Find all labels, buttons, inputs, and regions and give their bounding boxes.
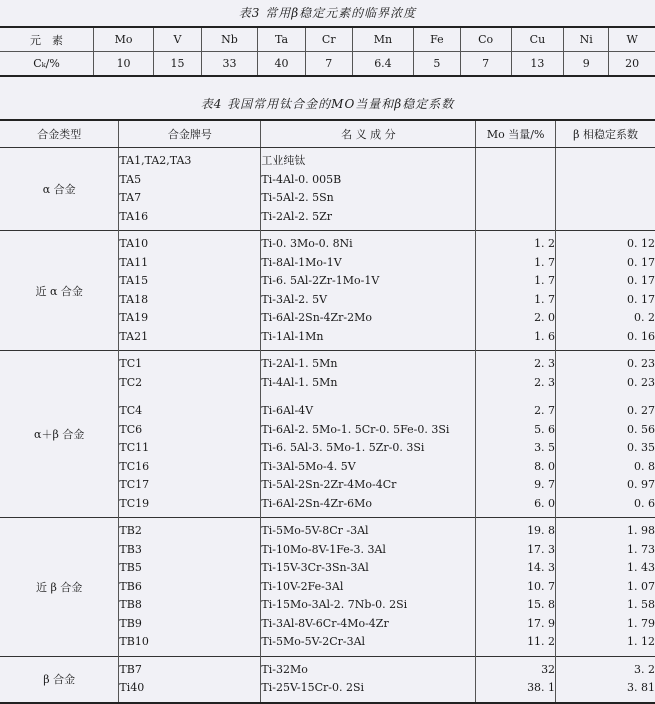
alloy-group-row — [0, 148, 655, 231]
alloy-grade: TB10 — [119, 635, 149, 648]
element-symbol-6: Fe — [414, 27, 460, 52]
mo-equivalent: 1. 6 — [534, 329, 556, 343]
alloy-grade-cell — [119, 518, 261, 657]
alloy-composition: Ti-8Al-1Mo-1V — [261, 255, 342, 269]
beta-coefficient: 1. 73 — [627, 542, 655, 556]
alloy-grade-cell — [119, 656, 261, 703]
alloy-composition-cell — [261, 656, 476, 703]
mo-equivalent: 1. 7 — [534, 292, 556, 306]
beta-coefficient-cell — [556, 231, 655, 351]
col-header-alloy-type: 合金类型 — [0, 120, 119, 148]
beta-coefficient: 1. 43 — [627, 561, 655, 574]
alloy-composition: Ti-2Al-1. 5Mn — [261, 357, 338, 370]
mo-equivalent — [476, 189, 555, 208]
alloy-group-row — [0, 231, 655, 351]
mo-equivalent: 17. 9 — [527, 616, 556, 630]
alloy-grade-cell — [119, 231, 261, 351]
alloy-grade: TB3 — [119, 542, 142, 556]
mo-equivalent: 5. 6 — [534, 422, 556, 436]
element-symbol-2: Nb — [201, 27, 257, 52]
mo-equivalent: 6. 0 — [534, 496, 556, 510]
element-symbol-4: Cr — [305, 27, 352, 52]
alloy-type: 近 β 合金 — [36, 580, 83, 594]
mo-equivalent: 19. 8 — [527, 524, 556, 537]
mo-equivalent — [476, 208, 555, 227]
mo-equivalent: 15. 8 — [527, 598, 556, 611]
critical-value-1: 15 — [154, 52, 202, 77]
mo-equivalent-cell — [476, 231, 556, 351]
beta-coefficient: 0. 6 — [634, 496, 655, 510]
beta-coefficient: 1. 98 — [627, 524, 655, 537]
beta-coefficient: 0. 17 — [627, 255, 655, 269]
alloy-composition: Ti-25V-15Cr-0. 2Si — [261, 681, 365, 694]
alloy-composition: Ti-4Al-0. 005B — [261, 172, 342, 186]
element-symbol-10: W — [609, 27, 655, 52]
mo-equivalent — [476, 171, 555, 190]
beta-coefficient: 0. 23 — [627, 357, 655, 370]
beta-coefficient: 1. 58 — [627, 598, 655, 611]
alloy-composition-cell — [261, 351, 476, 518]
alloy-composition: Ti-5Mo-5V-2Cr-3Al — [261, 635, 366, 648]
alloy-grade: TA21 — [119, 329, 149, 343]
table4-header-row — [0, 120, 655, 148]
critical-value-9: 9 — [564, 52, 609, 77]
alloy-grade-cell — [119, 148, 261, 231]
alloy-type: β 合金 — [43, 673, 76, 686]
alloy-grade: TB8 — [119, 598, 142, 611]
mo-equivalent: 2. 3 — [534, 375, 556, 389]
beta-coefficient-cell — [556, 351, 655, 518]
element-symbol-8: Cu — [511, 27, 564, 52]
alloy-group-row — [0, 656, 655, 703]
element-symbol-9: Ni — [564, 27, 609, 52]
titanium-alloy-table — [0, 119, 655, 704]
table3-caption: 表3 常用β稳定元素的临界浓度 — [238, 6, 417, 20]
beta-coefficient-cell — [556, 518, 655, 657]
mo-equivalent: 9. 7 — [534, 478, 556, 491]
alloy-grade: TC2 — [119, 375, 143, 389]
alloy-composition: Ti-5Al-2. 5Sn — [261, 191, 334, 204]
alloy-grade: TA15 — [119, 274, 149, 287]
alloy-composition: Ti-3Al-5Mo-4. 5V — [261, 459, 356, 473]
mo-equivalent: 1. 7 — [534, 274, 556, 287]
beta-coefficient: 3. 81 — [627, 681, 655, 694]
critical-value-7: 7 — [460, 52, 511, 77]
alloy-grade: TC4 — [119, 404, 143, 417]
alloy-composition: Ti-3Al-8V-6Cr-4Mo-4Zr — [261, 616, 389, 630]
alloy-grade: TA11 — [119, 255, 149, 269]
beta-coefficient: 0. 12 — [627, 237, 655, 250]
element-symbol-7: Co — [460, 27, 511, 52]
critical-value-0: 10 — [94, 52, 154, 77]
beta-coefficient: 3. 2 — [634, 662, 655, 676]
beta-coefficient: 0. 8 — [634, 459, 655, 473]
beta-coefficient: 0. 16 — [627, 329, 655, 343]
beta-coefficient: 1. 79 — [627, 616, 655, 630]
alloy-grade: TA19 — [119, 311, 149, 324]
mo-equivalent-cell — [476, 351, 556, 518]
alloy-grade: TB6 — [119, 579, 142, 593]
mo-equivalent — [476, 152, 555, 171]
mo-equivalent: 8. 0 — [534, 459, 556, 473]
beta-coefficient — [556, 171, 655, 190]
alloy-composition: Ti-0. 3Mo-0. 8Ni — [261, 237, 353, 250]
alloy-grade: TB7 — [119, 662, 142, 676]
alloy-grade-cell — [119, 351, 261, 518]
alloy-grade: TA18 — [119, 292, 149, 306]
mo-equivalent: 2. 7 — [534, 404, 556, 417]
alloy-composition-cell — [261, 231, 476, 351]
alloy-grade: TB2 — [119, 524, 142, 537]
alloy-group-row — [0, 518, 655, 657]
alloy-grade: TC1 — [119, 357, 143, 370]
mo-equivalent-cell — [476, 656, 556, 703]
alloy-composition: Ti-2Al-2. 5Zr — [261, 209, 333, 223]
alloy-grade: TA7 — [119, 191, 142, 204]
alloy-composition: Ti-6Al-2Sn-4Zr-2Mo — [261, 311, 372, 324]
alloy-grade: TB5 — [119, 561, 142, 574]
table3-value-row — [0, 52, 655, 77]
alloy-composition-cell — [261, 518, 476, 657]
beta-coefficient — [556, 208, 655, 227]
alloy-composition: Ti-4Al-1. 5Mn — [261, 375, 338, 389]
table3-element-row — [0, 27, 655, 52]
beta-coefficient-cell — [556, 148, 655, 231]
alloy-type: 近 α 合金 — [35, 284, 83, 298]
alloy-grade: TC17 — [119, 478, 150, 491]
alloy-composition: Ti-32Mo — [261, 662, 308, 676]
col-header-alloy-grade: 合金牌号 — [119, 120, 261, 148]
col-header-beta-coefficient: β 相稳定系数 — [556, 120, 655, 148]
alloy-composition: Ti-6Al-2Sn-4Zr-6Mo — [261, 496, 372, 510]
alloy-grade: TC6 — [119, 422, 143, 436]
beta-coefficient: 0. 27 — [627, 404, 655, 417]
element-symbol-0: Mo — [94, 27, 154, 52]
alloy-composition: Ti-6. 5Al-2Zr-1Mo-1V — [261, 274, 380, 287]
alloy-grade: TB9 — [119, 616, 142, 630]
alloy-grade: Ti40 — [119, 681, 145, 694]
mo-equivalent: 14. 3 — [527, 561, 556, 574]
beta-coefficient-cell — [556, 656, 655, 703]
col-header-composition: 名 义 成 分 — [261, 120, 476, 148]
table4-caption: 表4 我国常用钛合金的MO当量和β稳定系数 — [200, 97, 455, 111]
element-symbol-1: V — [154, 27, 202, 52]
alloy-composition: Ti-6Al-4V — [261, 404, 314, 417]
alloy-type: α 合金 — [42, 183, 76, 196]
critical-value-4: 7 — [305, 52, 352, 77]
mo-equivalent: 3. 5 — [534, 441, 556, 454]
alloy-grade: TC11 — [119, 441, 150, 454]
beta-coefficient: 1. 12 — [627, 635, 655, 648]
alloy-composition: Ti-10V-2Fe-3Al — [261, 579, 344, 593]
beta-coefficient — [556, 152, 655, 171]
alloy-grade: TA10 — [119, 237, 149, 250]
mo-equivalent-cell — [476, 148, 556, 231]
critical-value-3: 40 — [258, 52, 306, 77]
alloy-composition: Ti-3Al-2. 5V — [261, 292, 328, 306]
beta-coefficient: 0. 56 — [627, 422, 655, 436]
alloy-composition: Ti-5Al-2Sn-2Zr-4Mo-4Cr — [261, 478, 397, 491]
critical-value-8: 13 — [511, 52, 564, 77]
mo-equivalent: 1. 7 — [534, 255, 556, 269]
mo-equivalent: 1. 2 — [534, 237, 556, 250]
critical-value-10: 20 — [609, 52, 655, 77]
table3-header-label: 元 素 — [0, 27, 94, 52]
mo-equivalent: 17. 3 — [527, 542, 556, 556]
critical-concentration-table — [0, 26, 655, 77]
mo-equivalent: 32 — [541, 662, 556, 676]
alloy-composition: Ti-10Mo-8V-1Fe-3. 3Al — [261, 542, 386, 556]
beta-coefficient: 1. 07 — [627, 579, 655, 593]
mo-equivalent: 2. 3 — [534, 357, 556, 370]
beta-coefficient: 0. 35 — [627, 441, 655, 454]
alloy-grade: TC16 — [119, 459, 150, 473]
beta-coefficient: 0. 2 — [634, 311, 655, 324]
col-header-mo-equivalent: Mo 当量/% — [476, 120, 556, 148]
alloy-composition: 工业纯钛 — [261, 154, 306, 167]
alloy-composition: Ti-6. 5Al-3. 5Mo-1. 5Zr-0. 3Si — [261, 441, 425, 454]
mo-equivalent-cell — [476, 518, 556, 657]
beta-coefficient: 0. 97 — [627, 478, 655, 491]
alloy-grade: TC19 — [119, 496, 150, 510]
alloy-composition: Ti-6Al-2. 5Mo-1. 5Cr-0. 5Fe-0. 3Si — [261, 422, 450, 436]
beta-coefficient: 0. 23 — [627, 375, 655, 389]
element-symbol-3: Ta — [258, 27, 306, 52]
alloy-composition: Ti-5Mo-5V-8Cr -3Al — [261, 524, 369, 537]
critical-value-5: 6.4 — [352, 52, 414, 77]
mo-equivalent: 10. 7 — [527, 579, 556, 593]
alloy-group-row — [0, 351, 655, 518]
mo-equivalent: 2. 0 — [534, 311, 556, 324]
critical-value-2: 33 — [201, 52, 257, 77]
alloy-composition: Ti-15Mo-3Al-2. 7Nb-0. 2Si — [261, 598, 408, 611]
mo-equivalent: 11. 2 — [527, 635, 556, 648]
alloy-grade: TA5 — [119, 172, 142, 186]
alloy-type: α＋β 合金 — [34, 428, 85, 441]
table3-value-label: Cₖ/% — [33, 57, 60, 70]
alloy-composition: Ti-15V-3Cr-3Sn-3Al — [261, 561, 369, 574]
critical-value-6: 5 — [414, 52, 460, 77]
element-symbol-5: Mn — [352, 27, 414, 52]
alloy-composition-cell — [261, 148, 476, 231]
beta-coefficient — [556, 189, 655, 208]
beta-coefficient: 0. 17 — [627, 292, 655, 306]
beta-coefficient: 0. 17 — [627, 274, 655, 287]
mo-equivalent: 38. 1 — [527, 681, 556, 694]
alloy-grade: TA1,TA2,TA3 — [119, 154, 192, 167]
alloy-composition: Ti-1Al-1Mn — [261, 329, 324, 343]
alloy-grade: TA16 — [119, 209, 149, 223]
